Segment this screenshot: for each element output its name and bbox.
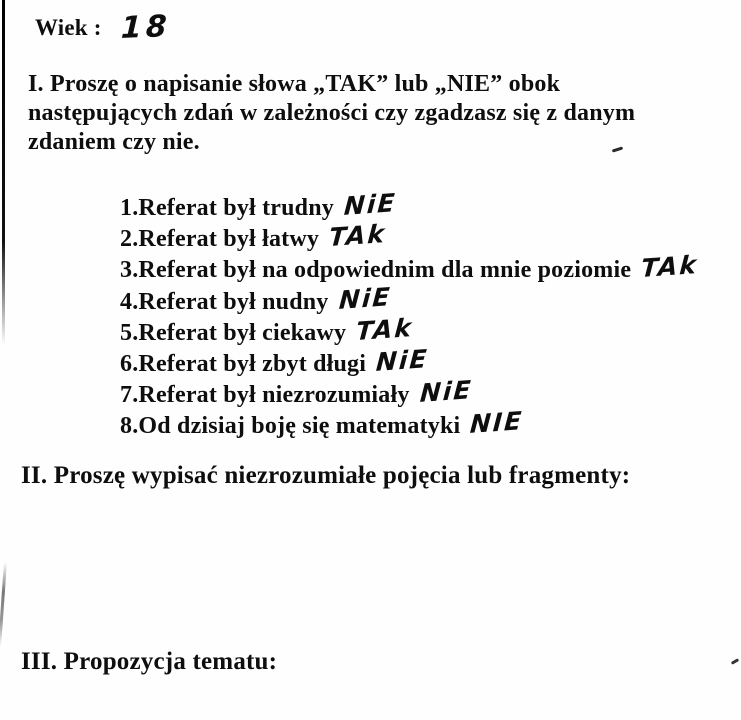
list-item: [120, 219, 698, 254]
age-row: [35, 8, 172, 46]
list-item: [120, 281, 698, 317]
item-text: Od dzisiaj boję się matematyki: [138, 413, 461, 440]
list-item: [120, 250, 700, 285]
list-item: [120, 406, 698, 441]
item-text: Referat był niezrozumiały: [138, 382, 410, 409]
item-number: 1.: [120, 195, 139, 221]
instruction-line: następujących zdań w zależności czy zgadzasz się z danym: [28, 100, 636, 126]
instruction-line: I. Proszę o napisanie słowa „TAK” lub „NIE” obok: [28, 71, 561, 97]
section2-heading: II. Proszę wypisać niezrozumiałe pojęcia lub fragmenty:: [21, 462, 631, 489]
item-number: 8.: [120, 413, 139, 440]
item-number: 4.: [120, 288, 139, 315]
item-number: 6.: [120, 350, 139, 377]
item-text: Referat był ciekawy: [138, 319, 347, 346]
item-text: Referat był łatwy: [138, 226, 320, 253]
list-item: [120, 312, 698, 348]
handwritten-answer: TAk: [355, 312, 415, 346]
item-text: Referat był zbyt długi: [138, 350, 367, 377]
item-text: Referat był na odpowiednim dla mnie poziomie: [138, 257, 632, 284]
handwritten-answer: NIE: [469, 406, 525, 440]
instruction-line: zdaniem czy nie.: [28, 129, 200, 155]
item-text: Referat był trudny: [138, 195, 334, 221]
age-handwritten-value: 18: [120, 9, 172, 46]
handwritten-answer: NiE: [343, 188, 398, 221]
list-item: [120, 343, 698, 379]
list-item: [120, 188, 698, 223]
item-number: 7.: [120, 382, 139, 409]
scan-edge-artifact-top: [2, 0, 5, 345]
list-item: [120, 375, 698, 410]
section1-instructions: [28, 70, 668, 157]
item-number: 2.: [120, 226, 139, 253]
scan-speck: [731, 658, 739, 665]
item-number: 5.: [120, 319, 139, 346]
age-label: Wiek :: [35, 15, 102, 40]
question-list: [120, 188, 700, 442]
scan-edge-artifact-bottom: [0, 562, 7, 647]
section3-heading: III. Propozycja tematu:: [21, 648, 278, 675]
handwritten-answer: NiE: [337, 281, 393, 315]
handwritten-answer: NiE: [375, 343, 430, 377]
handwritten-answer: TAk: [328, 219, 388, 253]
item-text: Referat był nudny: [138, 288, 329, 315]
handwritten-answer: NiE: [418, 375, 474, 409]
item-number: 3.: [120, 257, 139, 284]
handwritten-answer: TAk: [640, 250, 700, 284]
